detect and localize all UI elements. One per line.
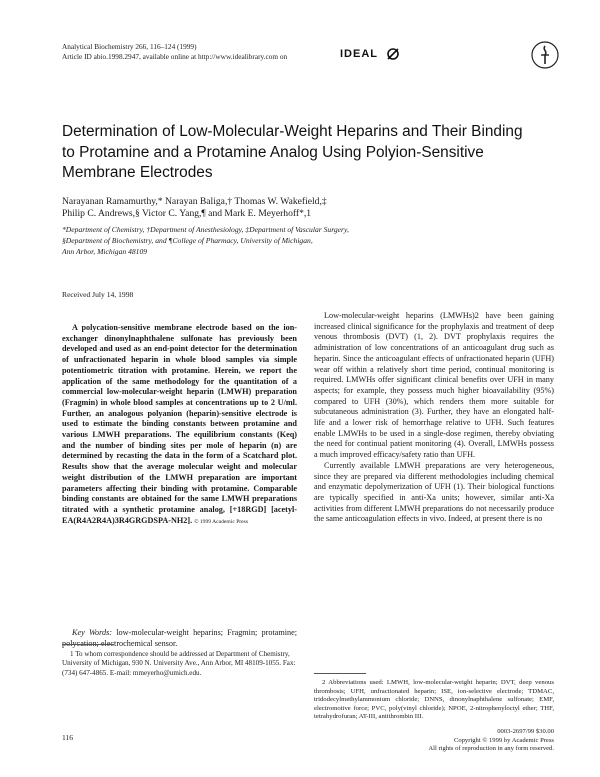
body-text (314, 311, 554, 525)
abstract-copyright: © 1999 Academic Press (194, 518, 249, 525)
author-line: Philip C. Andrews,§ Victor C. Yang,¶ and Mark E. Meyerhoff*,1 (62, 208, 312, 220)
copyright-block (400, 728, 554, 754)
body-paragraph: Currently available LMWH preparations are very heterogeneous, since they are prepared via different methodologies including chemical and enzymatic depolymerization of UFH (1). Their biological functions are typically specified in anti-Xa units; however, similar anti-Xa activities from different LMWH preparations do not necessarily produce the same anticoagulation effects in vivo. Indeed, at present there is no (314, 460, 554, 524)
ideal-logo: IDEAL (340, 48, 378, 60)
affiliations (62, 225, 542, 257)
affiliation-line: *Department of Chemistry, †Department of Anesthesiology, ‡Department of Vascular Surgery, (62, 225, 349, 234)
body-paragraph: Low-molecular-weight heparins (LMWHs)2 have been gaining increased clinical significance for the prophylaxis and treatment of deep venous thrombosis (DVT) (1, 2). DVT prophylaxis requires the administration of low concentrations of an anticoagulant drug such as heparin. Since the anticoagulant effects of unfractionated heparin (UFH) wear off within a relatively short time period, continual monitoring is required. LMWHs offer significant clinical benefits over UFH in many aspects; for example, they possess much higher bioavailability (95%) compared to UFH (30%), which renders them more suitable for subcutaneous administration (3). Further, they have an elongated half-life and a lower risk of hemorrhage relative to UFH. Such features enable LMWHs to be used in a single-dose regimen, thereby obviating the need for continual patient monitoring (4). Overall, LMWHs possess a much improved efficacy/safety ratio than UFH. (314, 311, 554, 460)
page-number: 116 (62, 733, 74, 742)
article-id-line: Article ID abio.1998.2947, available online at http://www.idealibrary.com on (62, 52, 288, 61)
footnote-text: 1 To whom correspondence should be addressed at Department of Chemistry, University of Michigan, 930 N. University Ave., Ann Arbor, MI 48109-1055. Fax: (734) 647-4865. E-mail: mmeyerho@umich.edu. (62, 650, 296, 677)
abstract-text: A polycation-sensitive membrane electrode based on the ion-exchanger dinonylnaphthalene sulfonate has previously been developed and used as an end-point detector for the determination of unfractionated heparin in whole blood samples via simple potentiometric titration with protamine. Herein, we report the application of the same methodology for the quantitation of a commercial low-molecular-weight heparin (LMWH) preparation (Fragmin) in whole blood samples at concentrations up to 2 U/ml. Further, an analogous polyanion (heparin)-sensitive electrode is used to estimate the binding constants between protamine and various LMWH preparations. The equilibrium constants (Keq) and the number of binding sites per mole of heparin (n) are determined by recasting the data in the form of a Scatchard plot. Results show that the average molecular weight and molecular weight distribution of the LMWH preparation are important parameters affecting their binding with protamine. Comparable binding constants are obtained for the same LMWH preparations titrated with a synthetic protamine analog, [+18RGD] [acetyl-EA(R4A2R4A)3R4GRGDSPA-NH2]. (62, 323, 297, 525)
keywords-label: Key Words: (72, 628, 113, 637)
academic-press-torch-icon (530, 40, 560, 70)
copyright-line: Copyright © 1999 by Academic Press (453, 736, 554, 744)
keywords-text: low-molecular-weight heparins; Fragmin; protamine; polycation; electrochemical sensor. (62, 628, 298, 648)
author-line: Narayanan Ramamurthy,* Narayan Baliga,† Thomas W. Wakefield,‡ (62, 196, 327, 207)
issn-price: 0003-2697/99 $30.00 (497, 728, 554, 735)
author-list (62, 196, 542, 220)
correspondence-footnote (62, 644, 297, 678)
ideal-swirl-icon (385, 46, 401, 62)
footnote-text: 2 Abbreviations used: LMWH, low-molecular-weight heparin; DVT, deep venous thrombosis; UFH, unfractionated heparin; ISE, ion-selective electrode; TDMAC, tridodecylmethylammonium chloride; DNNS, dinonylnaphthalene sulfonate; EMF, electromotive force; PVC, poly(vinyl chloride); NPOE, 2-nitrophenyloctyl ether; THF, tetrahydrofuran; AT-III, antithrombin III. (314, 679, 554, 721)
article-title: Determination of Low-Molecular-Weight Heparins and Their Binding to Protamine and a Protamine Analog Using Polyion-Sensitive Membrane Electrodes (62, 123, 523, 181)
rights-line: All rights of reproduction in any form reserved. (428, 745, 554, 753)
received-date: Received July 14, 1998 (62, 290, 134, 299)
journal-citation: Analytical Biochemistry 266, 116–124 (1999) (62, 42, 197, 51)
abbreviations-footnote (314, 673, 554, 722)
footnote-rule (62, 644, 114, 645)
abstract (62, 323, 297, 527)
footnote-rule (314, 673, 366, 674)
journal-header (62, 42, 287, 62)
affiliation-line: §Department of Biochemistry, and ¶College of Pharmacy, University of Michigan, (62, 235, 313, 245)
affiliation-line: Ann Arbor, Michigan 48109 (62, 246, 148, 256)
